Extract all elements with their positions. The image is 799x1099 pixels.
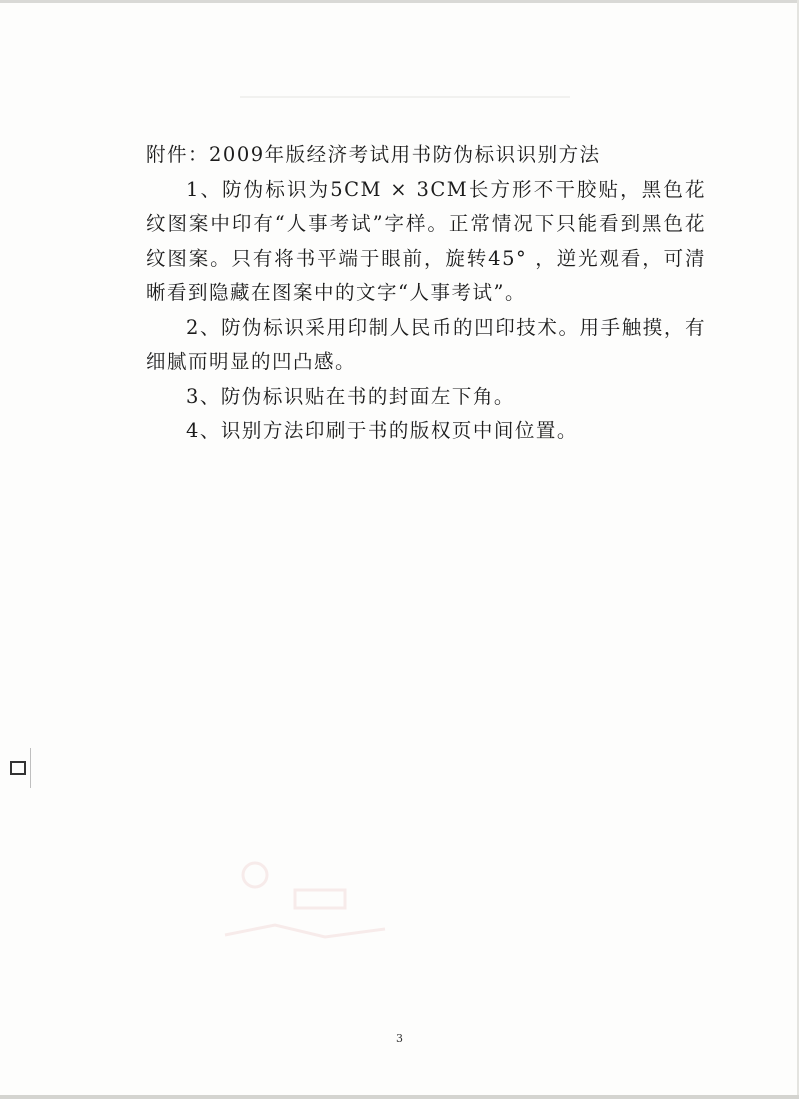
attachment-heading: 附件：2009年版经济考试用书防伪标识识别方法 [146,143,601,166]
binder-square-icon [10,761,26,775]
item-1-paragraph: 1、防伪标识为5CM × 3CM长方形不干胶贴，黑色花纹图案中印有“人事考试”字样。正常情况下只能看到黑色花纹图案。只有将书平端于眼前，旋转45° ，逆光观看，可清晰看到隐藏在图案中的文字“人事考试”。 [146,177,706,304]
item-2-paragraph: 2、防伪标识采用印制人民币的凹印技术。用手触摸，有细腻而明显的凹凸感。 [146,315,706,373]
item-4-paragraph: 4、识别方法印刷于书的版权页中间位置。 [186,419,578,442]
faint-bleed-through-line [240,96,570,98]
scan-edge-bottom [0,1095,799,1099]
faint-stamp-mark [215,845,405,955]
scan-edge-top [0,0,799,3]
item-3-paragraph: 3、防伪标识贴在书的封面左下角。 [186,384,515,408]
page-number: 3 [396,1032,403,1045]
document-body [146,138,706,449]
